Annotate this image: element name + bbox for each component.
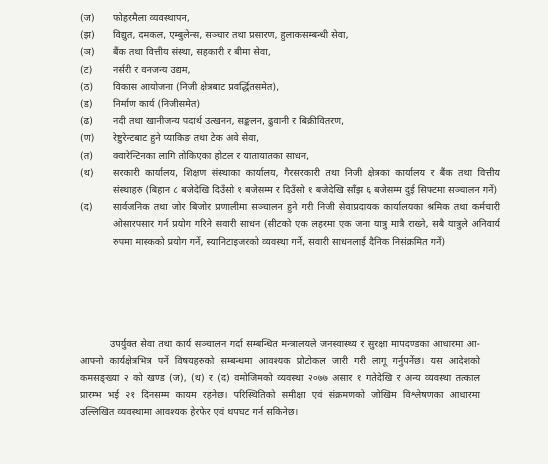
list-item [80,130,500,147]
item-text: विद्युत, दमकल, एम्बुलेन्स, सञ्चार तथा प्रसारण, हुलाकसम्बन्धी सेवा, [113,30,349,42]
item-label: (ढ) [80,116,93,128]
item-label: (झ) [80,30,95,42]
list-item [80,62,500,79]
list-item [80,199,500,251]
list-item [80,165,500,199]
item-label: (ड) [80,99,93,111]
body-paragraph: उपर्युक्त सेवा तथा कार्य सञ्चालन गर्दा सम्बन्धित मन्त्रालयले जनस्वास्थ्य र सुरक्षा मापदण्डका आधारमा आ-आफ्नो कार्यक्षेत्रभित्र पर्ने विषयहरुको सम्बन्धमा आवश्यक प्रोटोकल जारी गरी लागू गर्नुपर्नेछ। यस आदेशको कमसङ्ख्या २ को खण्ड (ज), (थ) र (द) वमोजिमको व्यवस्था २०७७ असार १ गतेदेखि र अन्य व्यवस्था तत्काल प्रारम्भ भई २१ दिनसम्म कायम रहनेछ। परिस्थितिको समीक्षा एवं संक्रमणको जोखिम विश्लेषणका आधारमा उल्लिखित व्यवस्थामा आवश्यक हेरफेर एवं थपघट गर्न सकिनेछ। [80,338,480,419]
item-label: (ण) [80,133,95,145]
item-label: (त) [80,150,93,162]
list-item [80,96,500,113]
item-label: (ठ) [80,81,94,93]
item-text: रेष्टुरेन्टबाट हुने प्याकिङ तथा टेक अवे सेवा, [113,133,260,145]
item-text: क्वारेन्टिनका लागि तोकिएका होटल र यातायातका साधन, [113,150,310,162]
item-text: विकास आयोजना (निजी क्षेत्रबाट प्रवर्द्धितसमेत), [113,81,280,93]
list-item [80,10,500,27]
service-list [80,10,500,251]
list-item [80,27,500,44]
item-label: (ट) [80,64,93,76]
list-item [80,79,500,96]
item-text: सार्वजनिक तथा जोर बिजोर प्रणालीमा सञ्चालन हुने गरी निजी सेवाप्रदायक कार्यालयका श्रमिक तथा कर्मचारी ओसारपसार गर्न प्रयोग गरिने सवारी साधन (सीटको एक लहरमा एक जना यात्रु मात्रै राख्ने, सबै यात्रुले अनिवार्य रुपमा मास्कको प्रयोग गर्ने, स्यानिटाइजरको व्यवस्था गर्ने, सवारी साधनलाई दैनिक निसंक्रमित गर्ने) [113,202,500,248]
item-text: बैंक तथा वित्तीय संस्था, सहकारी र बीमा सेवा, [113,47,271,59]
item-text: फोहरमैला व्यवस्थापन, [113,13,190,24]
list-item [80,44,500,61]
list-item [80,148,500,165]
item-text: नर्सरी र वनजन्य उद्यम, [113,64,191,76]
item-label: (द) [80,202,93,214]
list-item [80,113,500,130]
item-text: नदी तथा खानीजन्य पदार्थ उत्खनन, सङ्कलन, ढुवानी र बिक्रीवितरण, [113,116,345,128]
item-label: (थ) [80,167,94,179]
item-label: (ज) [80,13,95,24]
item-label: (ञ) [80,47,95,59]
item-text: सरकारी कार्यालय, शिक्षण संस्थाका कार्यालय, गैरसरकारी तथा निजी क्षेत्रका कार्यालय र बैंक तथा वित्तीय संस्थाहरु (बिहान ८ बजेदेखि दिउँसो १ बजेसम्म र दिउँसो १ बजेदेखि साँझ ६ बजेसम्म दुई सिफ्टमा सञ्चालन गर्ने) [113,167,500,197]
item-text: निर्माण कार्य (निजीसमेत) [113,99,201,111]
